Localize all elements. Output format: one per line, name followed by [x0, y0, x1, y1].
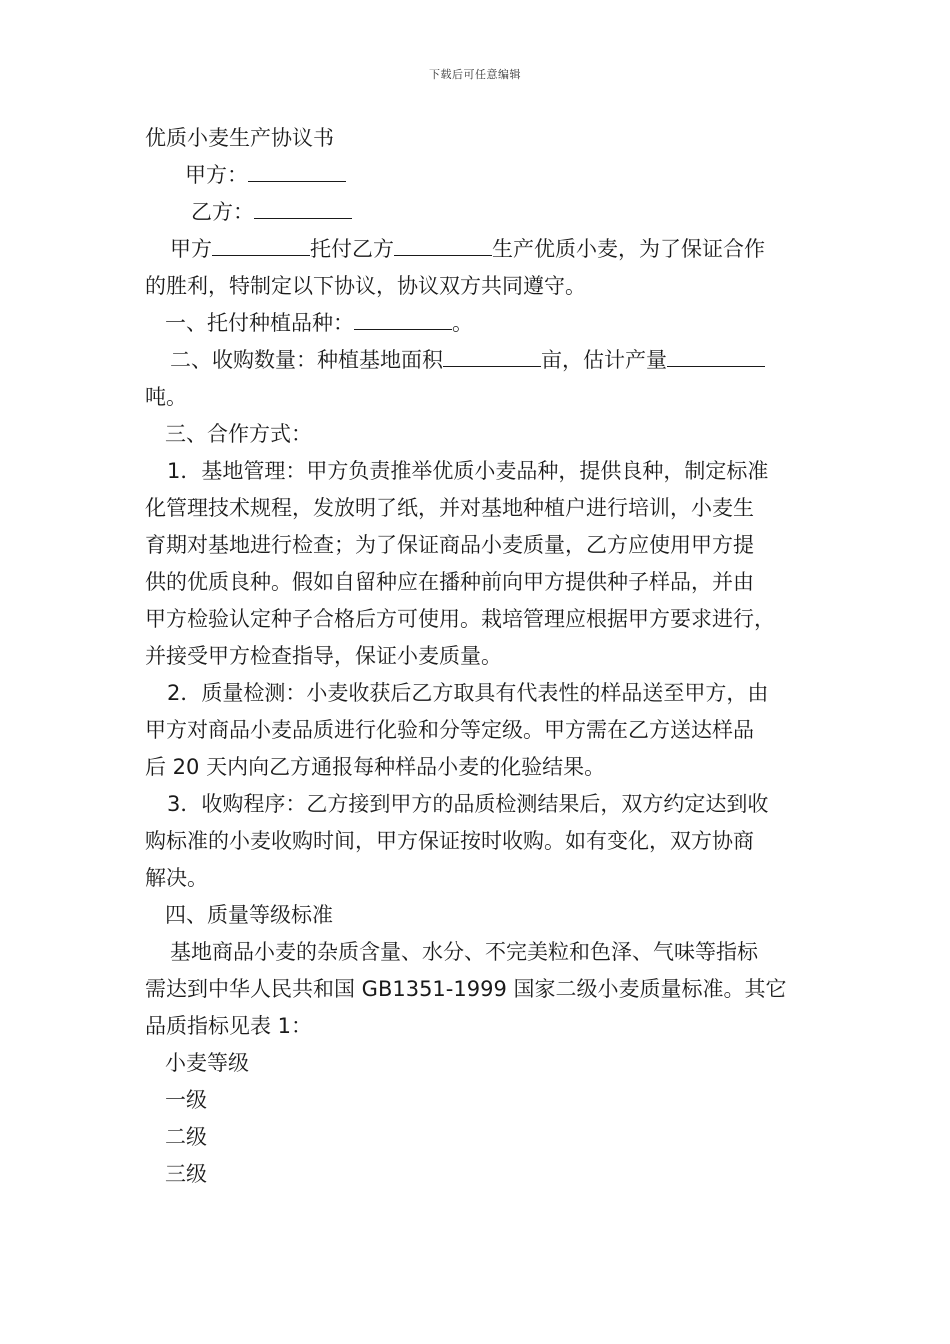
document-title: 优质小麦生产协议书	[145, 126, 334, 150]
party-a-blank	[248, 157, 346, 182]
section-4-title: 四、质量等级标准	[165, 903, 333, 927]
item-2-line-3: 后 20 天内向乙方通报每种样品小麦的化验结果。	[145, 755, 606, 779]
section-3-title: 三、合作方式：	[165, 422, 312, 446]
section-2-line-2: 吨。	[145, 385, 187, 409]
item-1-line-5: 甲方检验认定种子合格后方可使用。栽培管理应根据甲方要求进行，	[145, 607, 775, 631]
section-4-line-2: 需达到中华人民共和国 GB1351-1999 国家二级小麦质量标准。其它	[145, 977, 787, 1001]
section-1-blank	[354, 305, 452, 330]
party-b-label: 乙方：	[191, 200, 254, 224]
grade-item: 三级	[165, 1162, 207, 1186]
intro-line-1	[145, 231, 815, 268]
item-1-line-3: 育期对基地进行检查；为了保证商品小麦质量，乙方应使用甲方提	[145, 533, 754, 557]
intro-blank-2	[394, 231, 492, 256]
document-body	[145, 120, 815, 1193]
intro-blank-1	[212, 231, 310, 256]
grade-header: 小麦等级	[165, 1051, 249, 1075]
section-1-end: 。	[452, 311, 473, 335]
item-1-line-2: 化管理技术规程，发放明了纸，并对基地种植户进行培训，小麦生	[145, 496, 754, 520]
intro-text-3: 生产优质小麦，为了保证合作	[492, 237, 765, 261]
item-3-line-3: 解决。	[145, 866, 208, 890]
section-2-blank-1	[443, 342, 541, 367]
item-3-line-2: 购标准的小麦收购时间，甲方保证按时收购。如有变化，双方协商	[145, 829, 754, 853]
section-4-line-3: 品质指标见表 1：	[145, 1014, 313, 1038]
item-2-line-1: 2．质量检测：小麦收获后乙方取具有代表性的样品送至甲方，由	[167, 681, 769, 705]
section-2-line	[145, 342, 815, 379]
intro-text-1: 甲方	[170, 237, 212, 261]
intro-line-2: 的胜利，特制定以下协议，协议双方共同遵守。	[145, 274, 586, 298]
section-2-text-1: 二、收购数量：种植基地面积	[170, 348, 443, 372]
party-b-line	[145, 194, 815, 231]
section-2-text-2: 亩，估计产量	[541, 348, 667, 372]
grade-item: 二级	[165, 1125, 207, 1149]
item-1-line-4: 供的优质良种。假如自留种应在播种前向甲方提供种子样品，并由	[145, 570, 754, 594]
party-a-line	[145, 157, 815, 194]
section-4-line-1: 基地商品小麦的杂质含量、水分、不完美粒和色泽、气味等指标	[170, 940, 758, 964]
section-1-label: 一、托付种植品种：	[165, 311, 354, 335]
item-3-line-1: 3．收购程序：乙方接到甲方的品质检测结果后，双方约定达到收	[167, 792, 769, 816]
section-2-blank-2	[667, 342, 765, 367]
grade-item: 一级	[165, 1088, 207, 1112]
party-a-label: 甲方：	[185, 163, 248, 187]
intro-text-2: 托付乙方	[310, 237, 394, 261]
item-1-line-1: 1．基地管理：甲方负责推举优质小麦品种，提供良种，制定标准	[167, 459, 769, 483]
item-1-line-6: 并接受甲方检查指导，保证小麦质量。	[145, 644, 502, 668]
item-2-line-2: 甲方对商品小麦品质进行化验和分等定级。甲方需在乙方送达样品	[145, 718, 754, 742]
section-1-line	[145, 305, 815, 342]
party-b-blank	[254, 194, 352, 219]
header-note: 下载后可任意编辑	[429, 68, 521, 81]
